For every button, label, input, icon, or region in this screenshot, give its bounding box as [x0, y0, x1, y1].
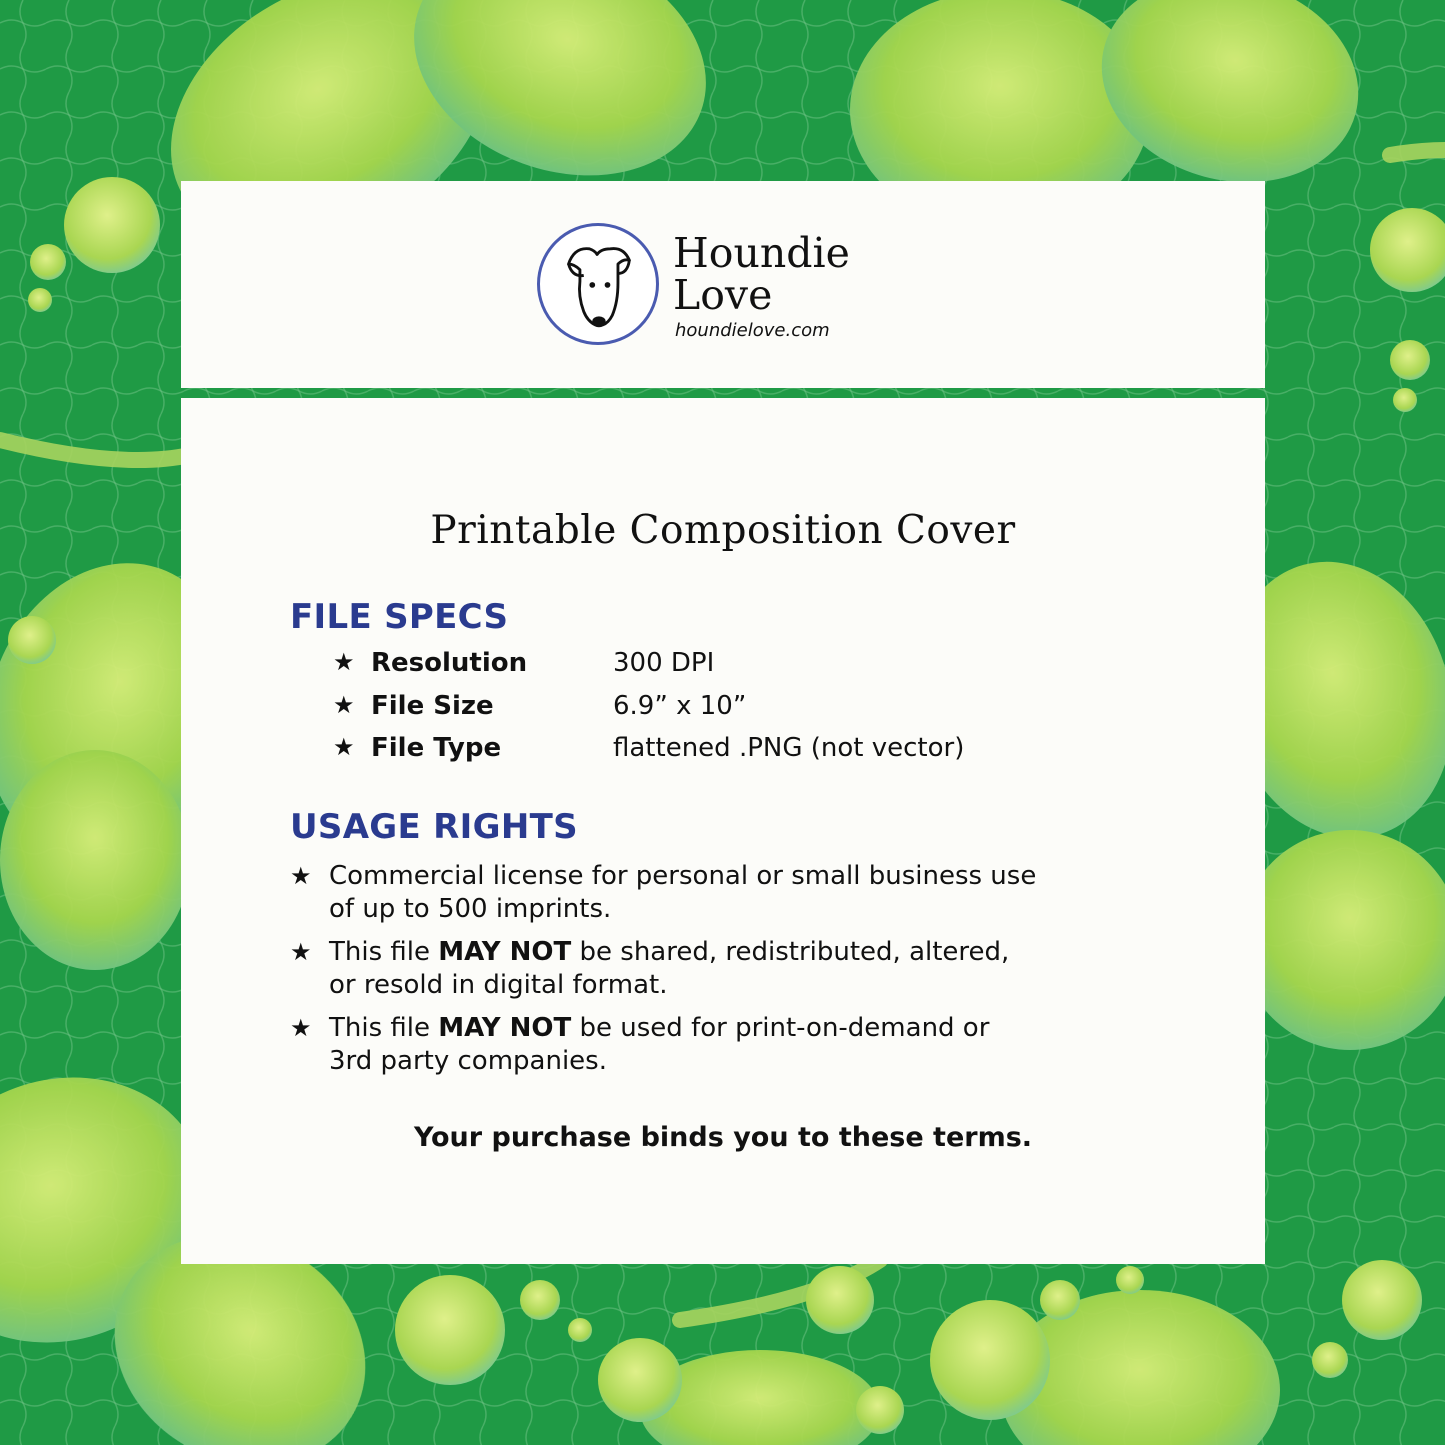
spec-label: File Size [371, 691, 494, 721]
spec-label: Resolution [371, 648, 528, 678]
spec-value: 300 DPI [613, 648, 715, 678]
rights-line: of up to 500 imprints. [329, 894, 612, 924]
star-icon: ★ [290, 938, 312, 966]
rights-text: be shared, redistributed, altered, [571, 937, 1010, 967]
rights-text: This file [329, 1013, 439, 1043]
rights-text: This file [329, 937, 439, 967]
brand-name-line2: Love [673, 271, 773, 319]
spec-label: File Type [371, 733, 502, 763]
usage-rights-heading: USAGE RIGHTS [290, 807, 578, 847]
rights-line: 3rd party companies. [329, 1046, 607, 1076]
star-icon: ★ [333, 734, 355, 761]
rights-emphasis: MAY NOT [438, 937, 572, 967]
houndie-love-logo [537, 223, 659, 345]
closing-statement: Your purchase binds you to these terms. [413, 1122, 1033, 1153]
rights-text: be used for print-on-demand or [571, 1013, 990, 1043]
rights-line: or resold in digital format. [329, 970, 668, 1000]
star-icon: ★ [290, 862, 312, 890]
star-icon: ★ [290, 1014, 312, 1042]
file-specs-heading: FILE SPECS [290, 597, 509, 637]
star-icon: ★ [333, 649, 355, 676]
star-icon: ★ [333, 692, 355, 719]
spec-value: flattened .PNG (not vector) [613, 733, 965, 763]
rights-line [329, 936, 1159, 969]
brand-name [673, 229, 850, 319]
rights-line [329, 1012, 1159, 1045]
brand-name-line1: Houndie [673, 229, 850, 277]
rights-emphasis: MAY NOT [438, 1013, 572, 1043]
page-title: Printable Composition Cover [430, 508, 1016, 553]
brand-url: houndielove.com [675, 320, 830, 341]
spec-value: 6.9” x 10” [613, 691, 747, 721]
rights-line: Commercial license for personal or small business use [329, 861, 1037, 891]
